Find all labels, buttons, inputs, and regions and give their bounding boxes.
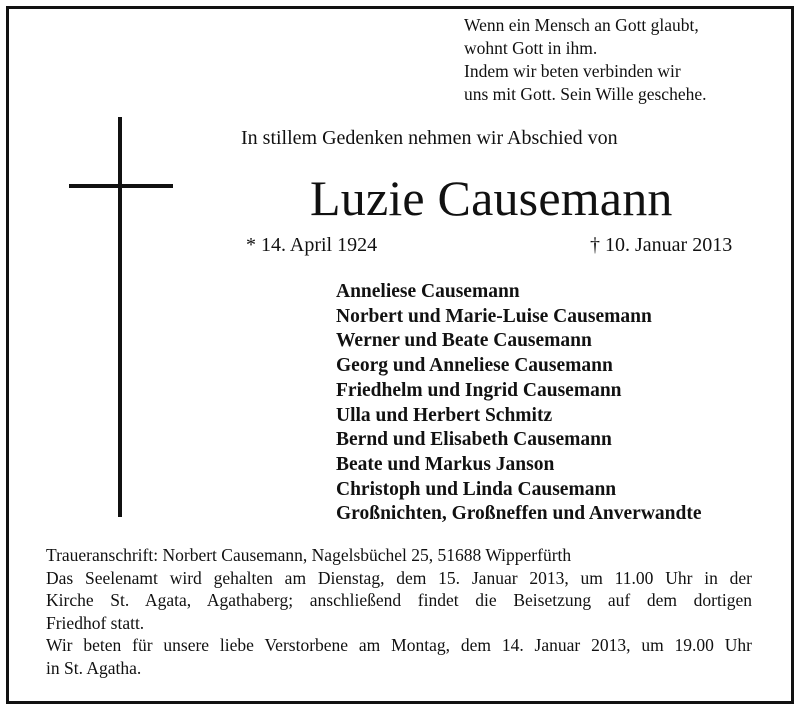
mourner-entry: Großnichten, Großneffen und Anverwandte bbox=[336, 503, 702, 525]
service-info bbox=[46, 544, 752, 679]
mourner-entry: Werner und Beate Causemann bbox=[336, 330, 592, 352]
mourner-entry: Anneliese Causemann bbox=[336, 281, 520, 302]
bible-verse bbox=[464, 14, 784, 106]
mourner-entry: Friedhelm und Ingrid Causemann bbox=[336, 379, 622, 401]
mourner-entry: Beate und Markus Janson bbox=[336, 453, 555, 475]
intro-text: In stillem Gedenken nehmen wir Abschied von bbox=[241, 127, 618, 149]
mourner-entry: Bernd und Elisabeth Causemann bbox=[336, 429, 612, 451]
requiem-text-line: Kirche St. Agata, Agathaberg; anschließend findet die Beisetzung auf dem dortigen bbox=[46, 590, 752, 610]
deceased-name: Luzie Causemann bbox=[310, 170, 673, 226]
mourning-address: Traueranschrift: Norbert Causemann, Nagelsbüchel 25, 51688 Wipperfürth bbox=[46, 545, 572, 565]
verse-line: Wenn ein Mensch an Gott glaubt, bbox=[464, 15, 699, 35]
mourner-entry: Ulla und Herbert Schmitz bbox=[336, 404, 553, 426]
cross-icon-vertical-bar bbox=[118, 117, 122, 517]
verse-line: wohnt Gott in ihm. bbox=[464, 38, 598, 58]
prayer-text-line: in St. Agatha. bbox=[46, 657, 142, 678]
verse-line: uns mit Gott. Sein Wille geschehe. bbox=[464, 84, 707, 104]
prayer-text-line: Wir beten für unsere liebe Verstorbene am Montag, dem 14. Januar 2013, um 19.00 Uhr bbox=[46, 635, 752, 655]
mourner-entry: Georg und Anneliese Causemann bbox=[336, 355, 613, 377]
verse-line: Indem wir beten verbinden wir bbox=[464, 61, 681, 81]
cross-icon-horizontal-bar bbox=[69, 184, 173, 188]
mourner-entry: Christoph und Linda Causemann bbox=[336, 478, 617, 500]
death-date: † 10. Januar 2013 bbox=[590, 234, 733, 256]
birth-date: * 14. April 1924 bbox=[246, 234, 378, 256]
requiem-text-line: Das Seelenamt wird gehalten am Dienstag, dem 15. Januar 2013, um 11.00 Uhr in der bbox=[46, 567, 752, 588]
requiem-text-line: Friedhof statt. bbox=[46, 612, 145, 633]
mourner-entry: Norbert und Marie-Luise Causemann bbox=[336, 305, 652, 327]
mourners-list bbox=[336, 280, 702, 527]
